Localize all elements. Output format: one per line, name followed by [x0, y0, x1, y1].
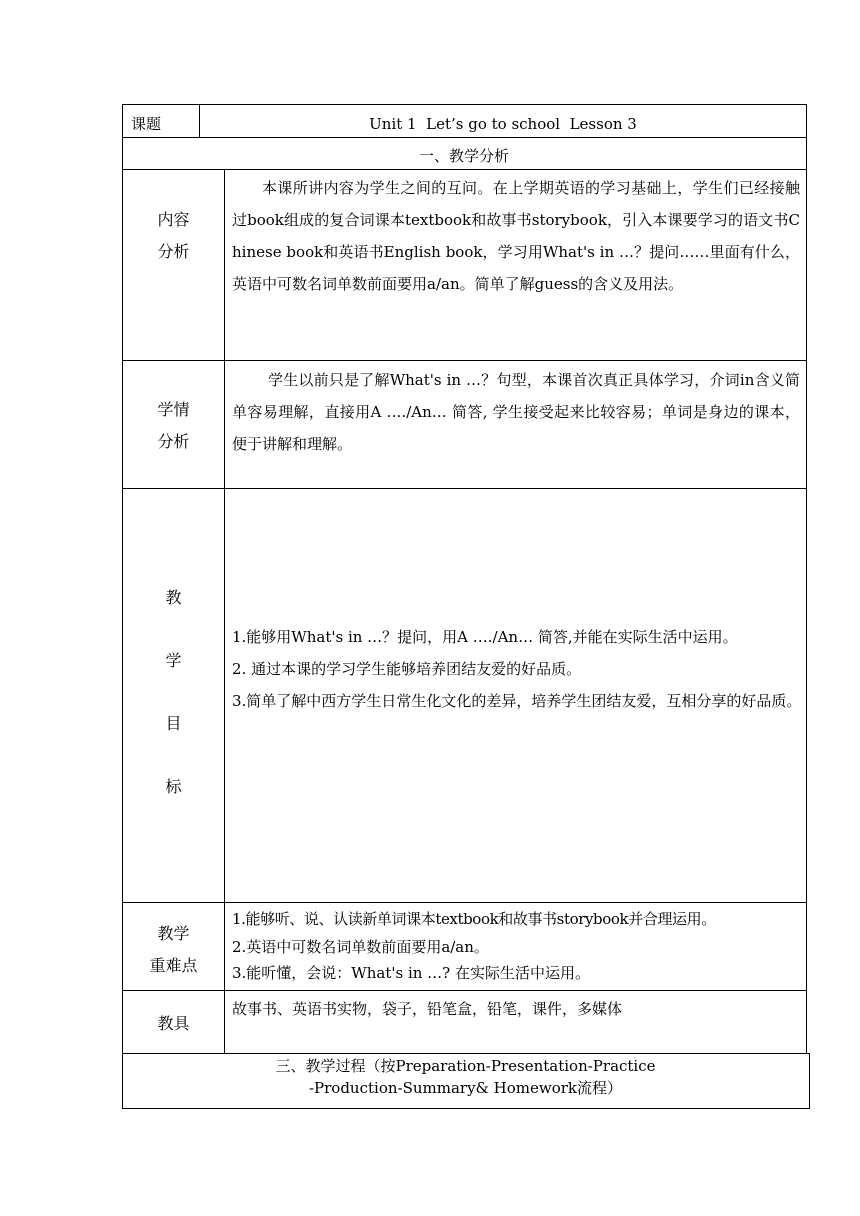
objectives-list: [232, 626, 802, 722]
title-value: Unit 1 Let’s go to school Lesson 3: [369, 115, 637, 133]
table-border-top: [122, 104, 807, 105]
objective-item: 3.简单了解中西方学生日常生化文化的差异，培养学生团结友爱，互相分享的好品质。: [232, 692, 802, 710]
key-points-label: 教学 重难点: [149, 924, 198, 975]
objective-item: 1.能够用What's in …？提问，用A …./An… 简答,并能在实际生活中运用。: [232, 628, 738, 646]
table-border-bottom: [122, 1108, 810, 1109]
key-points-list: [232, 906, 806, 984]
section-heading-process-line2: -Production-Summary& Homework流程）: [308, 1079, 623, 1097]
learner-analysis-text: 学生以前只是了解What's in …？句型，本课首次真正具体学习，介词in含义简单容易理解，直接用A …./An… 简答, 学生接受起来比较容易；单词是身边的课本，便于讲解和理解。: [232, 371, 800, 453]
objective-item: 2. 通过本课的学习学生能够培养团结友爱的好品质。: [232, 660, 582, 678]
table-border-right: [806, 104, 807, 1054]
label-column-divider: [224, 169, 225, 1054]
key-point-item: 2.英语中可数名词单数前面要用a/an。: [232, 938, 489, 956]
objectives-label: 教 学 目 标: [165, 588, 182, 796]
content-analysis-label: 内容 分析: [157, 210, 190, 261]
key-point-item: 3.能听懂，会说：What's in …? 在实际生活中运用。: [232, 964, 590, 982]
section-heading-process-line1: 三、教学过程（按Preparation-Presentation-Practice: [275, 1057, 656, 1075]
teaching-aids-label: 教具: [157, 1014, 190, 1033]
section-heading-analysis: 一、教学分析: [418, 147, 509, 165]
key-point-item: 1.能够听、说、认读新单词课本textbook和故事书storybook并合理运用。: [232, 910, 716, 928]
title-label: 课题: [131, 115, 162, 133]
table-border-after-title: [122, 137, 807, 138]
content-analysis-text: 本课所讲内容为学生之间的互问。在上学期英语的学习基础上，学生们已经接触过book组成的复合词课本textbook和故事书storybook，引入本课要学习的语文书Chinese book和英语书English book，学习用What's in …？提问……里面有什么，英语中可数名词单数前面要用a/an。简单了解guess的含义及用法。: [232, 179, 800, 293]
table-border-right-bottom: [809, 1053, 810, 1109]
teaching-aids-text: 故事书、英语书实物，袋子，铅笔盒，铅笔，课件，多媒体: [232, 1000, 623, 1018]
table-border-after-aids: [122, 1053, 810, 1054]
learner-analysis-label: 学情 分析: [157, 400, 190, 451]
